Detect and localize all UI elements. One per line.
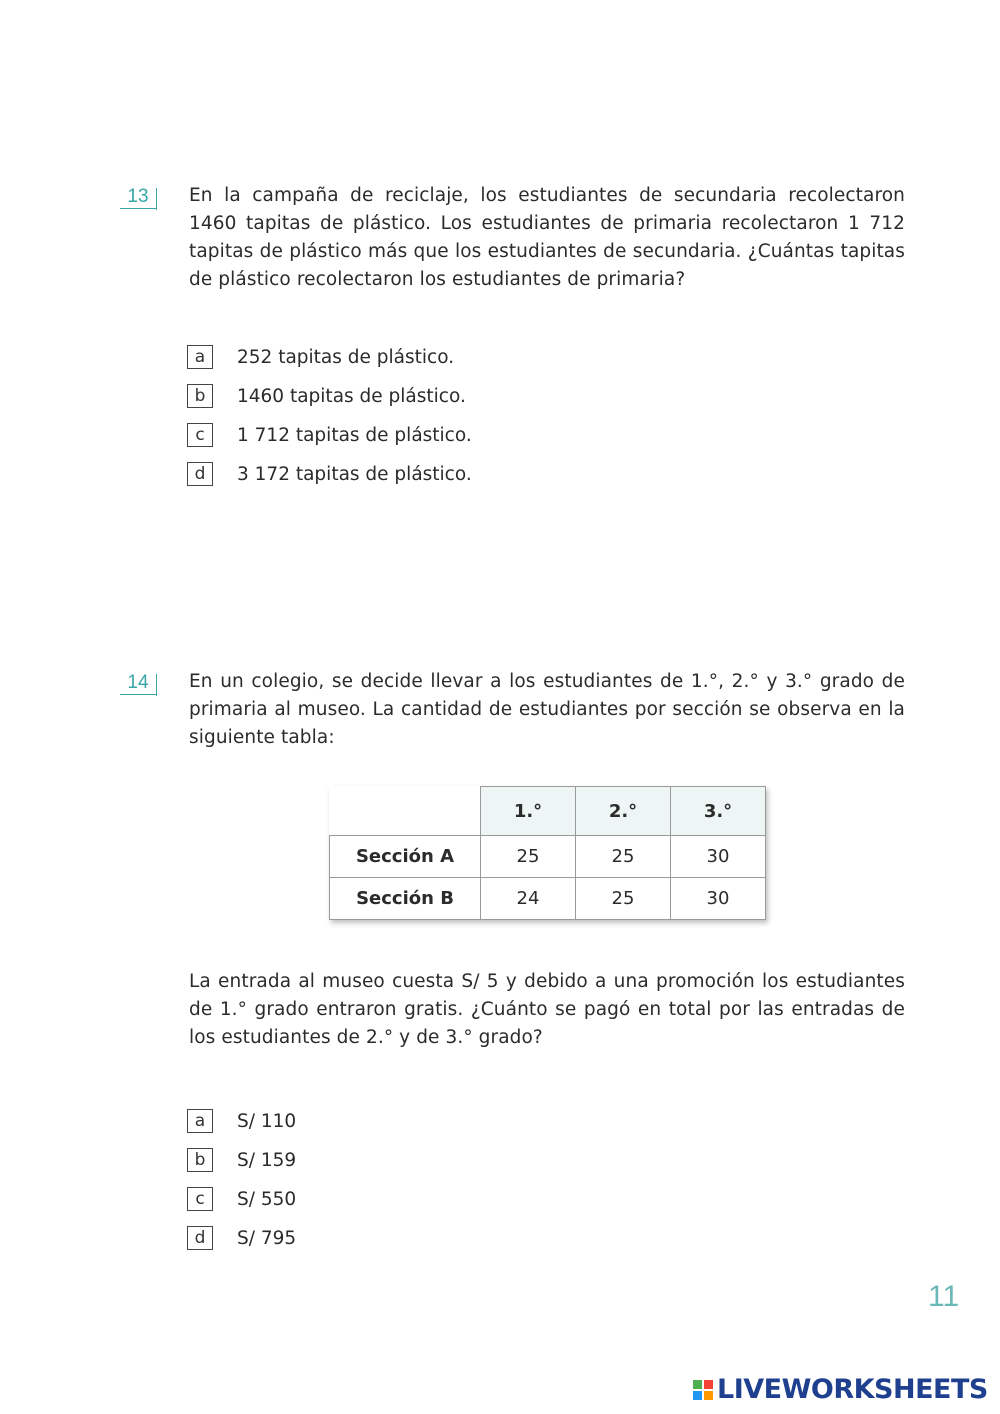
logo-square-e	[704, 1391, 713, 1400]
option-letter-box: b	[187, 384, 213, 408]
row-label-seccion-a: Sección A	[330, 836, 481, 878]
option-letter-box: a	[187, 345, 213, 369]
option-letter-box: c	[187, 423, 213, 447]
liveworksheets-logo-icon	[693, 1380, 713, 1400]
option-text: 3 172 tapitas de plástico.	[237, 463, 472, 485]
table-cell: 25	[481, 836, 576, 878]
option-text: S/ 110	[237, 1110, 297, 1132]
students-table	[329, 786, 766, 920]
option-text: 252 tapitas de plástico.	[237, 346, 455, 368]
table-header-grade-2: 2.°	[576, 787, 671, 836]
table-row	[330, 836, 766, 878]
logo-square-i	[704, 1380, 713, 1389]
table-header-grade-3: 3.°	[671, 787, 766, 836]
table-cell: 24	[481, 878, 576, 920]
question-14-option-a[interactable]	[187, 1109, 296, 1133]
question-14-number: 14	[120, 672, 156, 695]
question-13-option-d[interactable]	[187, 462, 472, 486]
option-text: 1460 tapitas de plástico.	[237, 385, 466, 407]
table-cell: 25	[576, 836, 671, 878]
liveworksheets-brand	[693, 1374, 988, 1405]
row-label-seccion-b: Sección B	[330, 878, 481, 920]
page-number: 11	[928, 1280, 960, 1313]
option-text: S/ 159	[237, 1149, 297, 1171]
table-corner	[330, 787, 481, 836]
brand-name: LIVEWORKSHEETS	[717, 1374, 988, 1405]
question-13-option-a[interactable]	[187, 345, 454, 369]
logo-square-l	[693, 1380, 702, 1389]
question-14-text: En un colegio, se decide llevar a los estudiantes de 1.°, 2.° y 3.° grado de primaria al museo. La cantidad de estudiantes por sección se observa en la siguiente tabla:	[189, 671, 905, 748]
option-text: S/ 795	[237, 1227, 297, 1249]
question-14-text-2: La entrada al museo cuesta S/ 5 y debido a una promoción los estudiantes de 1.° grado entraron gratis. ¿Cuánto se pagó en total por las entradas de los estudiantes de 2.° y de 3.° grado?	[189, 971, 905, 1048]
question-14-option-c[interactable]	[187, 1187, 296, 1211]
question-13-text: En la campaña de reciclaje, los estudiantes de secundaria recolectaron 1460 tapitas de plástico. Los estudiantes de primaria recolectaron 1 712 tapitas de plástico más que los estudiantes de secundaria. ¿Cuántas tapitas de plástico recolectaron los estudiantes de primaria?	[189, 185, 905, 290]
question-14-option-d[interactable]	[187, 1226, 296, 1250]
table-cell: 30	[671, 836, 766, 878]
table-cell: 30	[671, 878, 766, 920]
option-text: 1 712 tapitas de plástico.	[237, 424, 472, 446]
option-text: S/ 550	[237, 1188, 297, 1210]
question-13-option-c[interactable]	[187, 423, 472, 447]
option-letter-box: b	[187, 1148, 213, 1172]
table-cell: 25	[576, 878, 671, 920]
table-header-grade-1: 1.°	[481, 787, 576, 836]
logo-square-v	[693, 1391, 702, 1400]
question-13-number: 13	[120, 186, 156, 209]
option-letter-box: d	[187, 1226, 213, 1250]
option-letter-box: a	[187, 1109, 213, 1133]
option-letter-box: d	[187, 462, 213, 486]
option-letter-box: c	[187, 1187, 213, 1211]
question-14-option-b[interactable]	[187, 1148, 296, 1172]
question-13-option-b[interactable]	[187, 384, 466, 408]
table-row	[330, 878, 766, 920]
